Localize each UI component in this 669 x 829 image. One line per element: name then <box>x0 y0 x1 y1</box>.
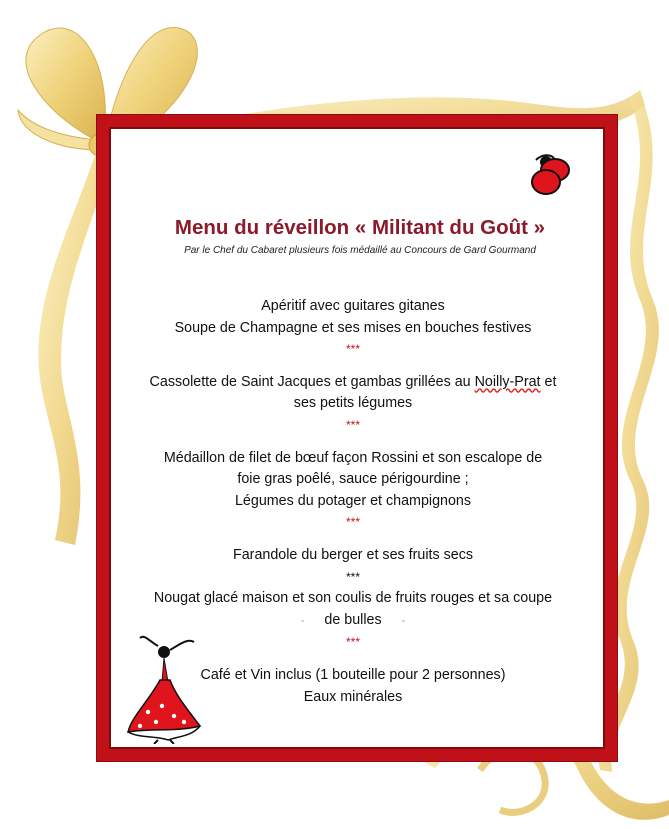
menu-line-main-1: Médaillon de filet de bœuf façon Rossini et son escalope de <box>163 449 543 466</box>
menu-title: Menu du réveillon « Militant du Goût » <box>174 216 546 239</box>
flamenco-dancer-icon <box>118 632 210 744</box>
menu-line-starter-2: ses petits légumes <box>293 395 413 412</box>
menu-line-main-3: Légumes du potager et champignons <box>234 492 472 509</box>
menu-line-cheese: Farandole du berger et ses fruits secs <box>233 546 473 563</box>
menu-line-aperitif-2: Soupe de Champagne et ses mises en bouches festives <box>174 319 532 336</box>
menu-line-dessert-1: Nougat glacé maison et son coulis de fruits rouges et sa coupe <box>153 590 553 607</box>
spellcheck-word: Noilly-Prat <box>474 373 541 390</box>
menu-line-drinks-2: Eaux minérales <box>303 688 403 705</box>
menu-subtitle: Par le Chef du Cabaret plusieurs fois médaillé au Concours de Gard Gourmand <box>184 245 536 256</box>
course-separator: *** <box>345 342 360 357</box>
castanets-icon <box>528 150 574 198</box>
course-separator: *** <box>345 417 360 432</box>
course-separator: *** <box>345 515 360 530</box>
course-separator: *** <box>345 569 360 584</box>
menu-line-starter-1: Cassolette de Saint Jacques et gambas grillées au Noilly-Prat et <box>149 373 557 390</box>
menu-line-aperitif-1: Apéritif avec guitares gitanes <box>261 298 445 314</box>
menu-line-main-2: foie gras poêlé, sauce périgourdine ; <box>237 471 469 488</box>
menu-line-dessert-2: - de bulles - <box>300 611 406 628</box>
menu-line-drinks-1: Café et Vin inclus (1 bouteille pour 2 personnes) <box>200 666 506 683</box>
course-separator: *** <box>345 635 360 650</box>
